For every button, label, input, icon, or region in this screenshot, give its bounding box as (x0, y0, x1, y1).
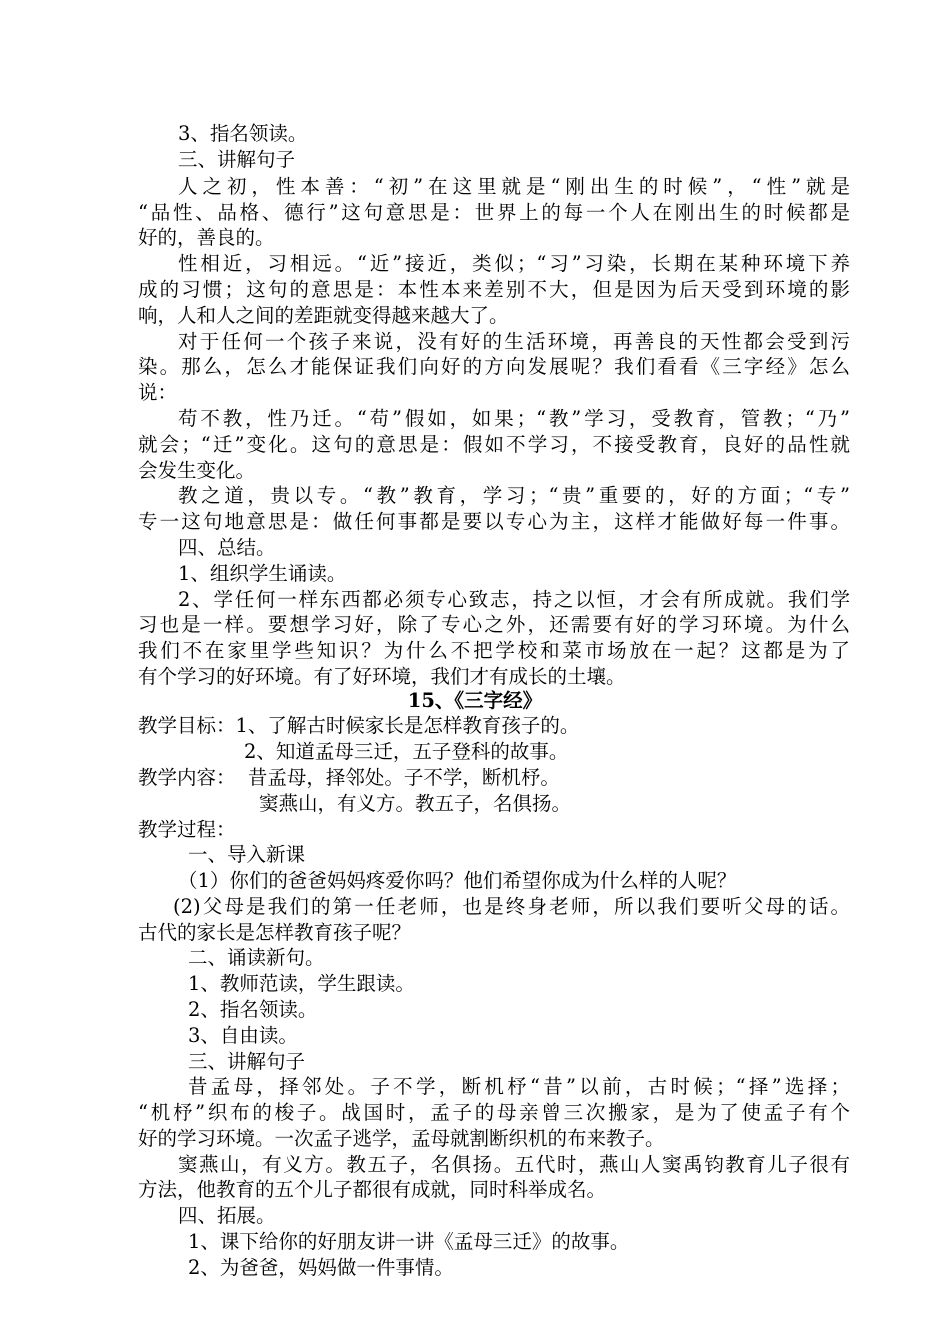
text-line: 好的学习环境。一次孟子逃学，孟母就割断织机的布来教子。 (138, 1127, 665, 1150)
text-line: 人之初，性本善：“初”在这里就是“刚出生的时候”，“性”就是 (178, 175, 850, 198)
text-line: 古代的家长是怎样教育孩子呢？ (138, 921, 412, 944)
text-line: 专一这句地意思是：做任何事都是要以专心为主，这样才能做好每一件事。 (138, 510, 850, 533)
text-line: 有个学习的好环境。有了好环境，我们才有成长的土壤。 (138, 665, 626, 688)
text-line: 昔孟母，择邻处。子不学，断机杼“昔”以前，古时候；“择”选择； (188, 1075, 850, 1098)
section-heading: 四、总结。 (178, 536, 276, 559)
text-line: 响，人和人之间的差距就变得越来越大了。 (138, 304, 509, 327)
section-heading: 一、导入新课 (188, 843, 306, 866)
text-line: 我们不在家里学些知识？为什么不把学校和菜市场放在一起？这都是为了 (138, 639, 850, 662)
text-line: 方法，他教育的五个儿子都很有成就，同时科举成名。 (138, 1178, 607, 1201)
text-line: 好的，善良的。 (138, 226, 275, 249)
text-line: 教学内容： 昔孟母，择邻处。子不学，断机杼。 (138, 766, 560, 789)
text-line: （1）你们的爸爸妈妈疼爱你吗？他们希望你成为什么样的人呢？ (178, 869, 737, 892)
text-line: 就会；“迁”变化。这句的意思是：假如不学习，不接受教育，良好的品性就 (138, 433, 850, 456)
text-line: 2、指名领读。 (188, 998, 318, 1021)
text-line: 会发生变化。 (138, 459, 256, 482)
text-line: 性相近，习相远。“近”接近，类似；“习”习染，长期在某种环境下养 (178, 252, 850, 275)
text-line: 对于任何一个孩子来说，没有好的生活环境，再善良的天性都会受到污 (178, 330, 850, 353)
text-line: “品性、品格、德行”这句意思是：世界上的每一个人在刚出生的时候都是 (138, 201, 850, 224)
text-line: 习也是一样。要想学习好，除了专心之外，还需要有好的学习环境。为什么 (138, 613, 850, 636)
text-line: 窦燕山，有义方。教五子，名俱扬。 (259, 792, 572, 815)
section-heading: 四、拓展。 (178, 1204, 276, 1227)
text-line: 1、组织学生诵读。 (178, 562, 347, 585)
text-line: 成的习惯；这句的意思是：本性本来差别不大，但是因为后天受到环境的影 (138, 278, 850, 301)
text-line: 教学过程： (138, 818, 236, 841)
section-heading: 三、讲解句子 (178, 148, 296, 171)
text-line: (2)父母是我们的第一任老师，也是终身老师，所以我们要听父母的话。 (173, 895, 850, 918)
text-line: 窦燕山，有义方。教五子，名俱扬。五代时，燕山人窦禹钧教育儿子很有 (178, 1153, 850, 1176)
text-line: 染。那么，怎么才能保证我们向好的方向发展呢？我们看看《三字经》怎么 (138, 355, 850, 378)
text-line: 1、教师范读，学生跟读。 (188, 972, 415, 995)
lesson-title: 15、《三字经》 (407, 689, 543, 712)
text-line: 2、为爸爸，妈妈做一件事情。 (188, 1256, 454, 1279)
text-line: 苟不教，性乃迁。“苟”假如，如果；“教”学习，受教育，管教；“乃” (178, 407, 850, 430)
section-heading: 三、讲解句子 (188, 1050, 306, 1073)
text-line: 3、自由读。 (188, 1024, 298, 1047)
text-line: 2、学任何一样东西都必须专心致志，持之以恒，才会有所成就。我们学 (178, 588, 850, 611)
text-line: 3、指名领读。 (178, 122, 308, 145)
text-line: “机杼”织布的梭子。战国时，孟子的母亲曾三次搬家，是为了使孟子有个 (138, 1101, 850, 1124)
text-line: 说： (138, 381, 178, 404)
section-heading: 二、诵读新句。 (188, 946, 325, 969)
text-line: 教学目标：1、了解古时候家长是怎样教育孩子的。 (138, 714, 580, 737)
text-line: 教之道，贵以专。“教”教育，学习；“贵”重要的，好的方面；“专” (178, 484, 850, 507)
text-line: 2、知道孟母三迁，五子登科的故事。 (244, 740, 569, 763)
text-line: 1、课下给你的好朋友讲一讲《孟母三迁》的故事。 (188, 1230, 630, 1253)
